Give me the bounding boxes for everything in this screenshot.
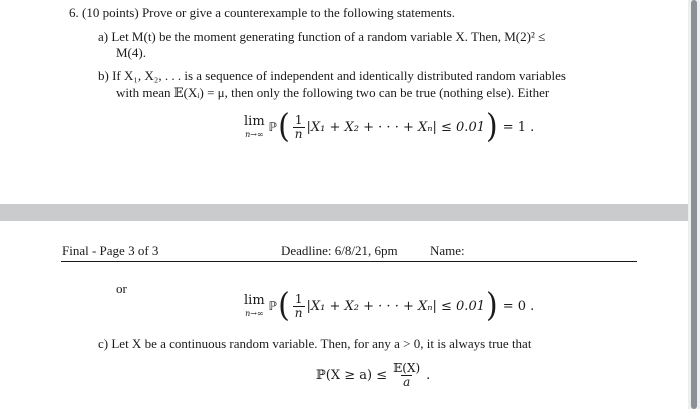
left-paren: ( — [278, 286, 290, 325]
part-a-label: a) — [98, 29, 109, 44]
limit-formula-1 — [244, 107, 535, 146]
markov-tail: . — [426, 367, 431, 383]
part-c-text1: Let X be a continuous random variable. Then, for any a > 0, it is always true that — [111, 336, 532, 351]
footer-rule — [61, 261, 637, 262]
fraction-numerator: 1 — [294, 291, 303, 306]
problem-number: 6. — [69, 5, 79, 20]
part-b-line1 — [98, 68, 566, 84]
fraction — [293, 114, 305, 140]
problem-statement: Prove or give a counterexample to the following statements. — [141, 5, 455, 20]
formula-body: |X₁ + X₂ + · · · + Xₙ| ≤ 0.01 — [306, 119, 485, 135]
problem-heading — [69, 5, 455, 21]
markov-numerator: 𝔼(X) — [393, 361, 421, 375]
part-a-text1: Let M(t) be the moment generating function of a random variable X. Then, M(2)² ≤ — [111, 29, 546, 44]
part-a-line2: M(4). — [116, 45, 146, 60]
part-b-label: b) — [98, 68, 109, 83]
footer-name-label: Name: — [430, 243, 465, 258]
fraction-numerator: 1 — [294, 112, 303, 127]
part-b-text1: If X₁, X₂, . . . is a sequence of independent and identically distributed random variables — [112, 68, 566, 83]
footer-page-label: Final - Page 3 of 3 — [62, 243, 159, 258]
lim-text: lim — [244, 114, 265, 129]
lim-subscript: n→∞ — [245, 309, 264, 318]
page-bottom — [0, 221, 688, 409]
vertical-scrollbar[interactable] — [688, 0, 700, 409]
markov-lhs: ℙ(X ≥ a) ≤ — [316, 367, 388, 383]
limit-formula-2 — [244, 286, 535, 325]
page-top — [0, 0, 688, 204]
or-text: or — [116, 281, 127, 296]
fraction — [293, 293, 305, 319]
part-a-line1 — [98, 29, 545, 45]
footer-deadline: Deadline: 6/8/21, 6pm — [281, 243, 398, 258]
problem-points: (10 points) — [82, 5, 139, 20]
right-paren: ) — [485, 286, 498, 325]
part-c-line1 — [98, 336, 531, 352]
lim-subscript: n→∞ — [245, 130, 264, 139]
left-paren: ( — [278, 107, 290, 146]
probability-symbol: ℙ — [268, 299, 278, 313]
fraction-denominator: n — [294, 305, 303, 320]
formula-rhs: = 0 . — [502, 298, 535, 314]
formula-body: |X₁ + X₂ + · · · + Xₙ| ≤ 0.01 — [306, 298, 485, 314]
part-b-line2: with mean 𝔼(Xᵢ) = μ, then only the following two can be true (nothing else). Either — [116, 85, 550, 100]
formula-rhs: = 1 . — [502, 119, 535, 135]
right-paren: ) — [485, 107, 498, 146]
part-c-label: c) — [98, 336, 109, 351]
page-gap — [0, 204, 688, 221]
probability-symbol: ℙ — [268, 120, 278, 134]
fraction-denominator: n — [294, 126, 303, 141]
limit-operator — [244, 294, 265, 318]
markov-fraction — [391, 362, 422, 388]
scrollbar-thumb[interactable] — [691, 0, 697, 409]
markov-formula — [316, 362, 430, 388]
markov-denominator: a — [403, 374, 411, 389]
limit-operator — [244, 115, 265, 139]
lim-text: lim — [244, 293, 265, 308]
